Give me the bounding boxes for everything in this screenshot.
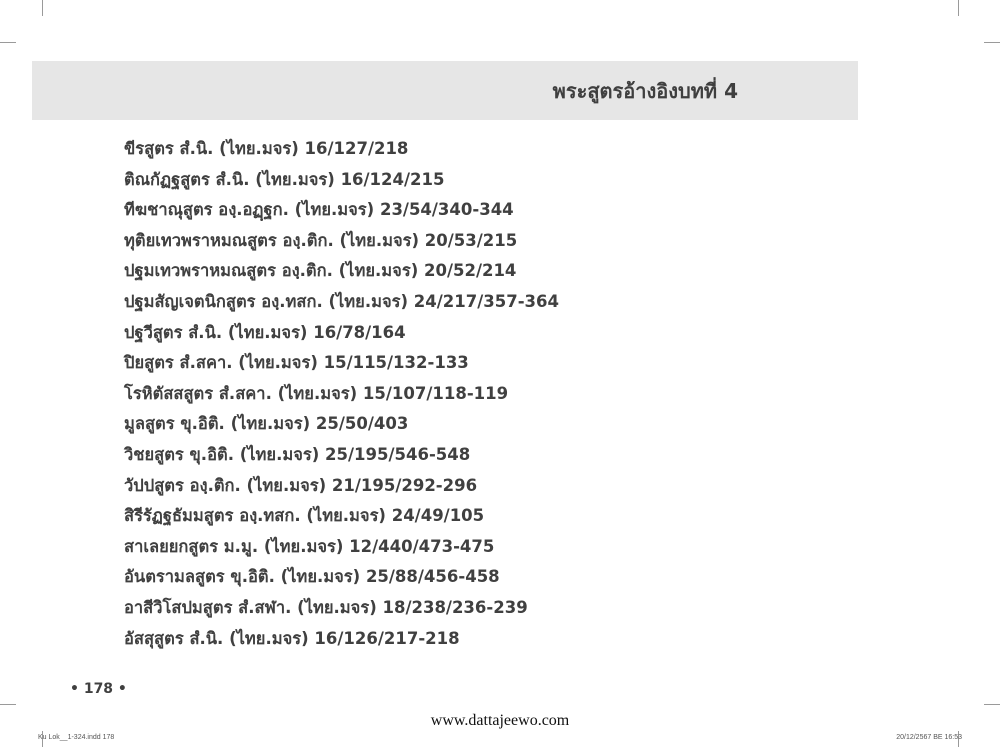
reference-item: วิชยสูตร ขุ.อิติ. (ไทย.มจร) 25/195/546-548 (124, 444, 471, 464)
reference-item: โรหิตัสสสูตร สํ.สคา. (ไทย.มจร) 15/107/118-119 (124, 383, 509, 403)
crop-mark-left-lower (0, 704, 16, 705)
reference-item: สิรีรัฏฐธัมมสูตร องฺ.ทสก. (ไทย.มจร) 24/49/105 (124, 506, 485, 526)
crop-mark-top-right (958, 0, 959, 16)
reference-item: วัปปสูตร องฺ.ติก. (ไทย.มจร) 21/195/292-296 (124, 475, 478, 495)
website-footer: www.dattajeewo.com (430, 712, 570, 729)
reference-item: ติณกัฏฐสูตร สํ.นิ. (ไทย.มจร) 16/124/215 (124, 169, 445, 189)
reference-item: ทีฆชาณุสูตร องฺ.อฏฺฐก. (ไทย.มจร) 23/54/340-344 (124, 200, 514, 220)
reference-item: อันตรามลสูตร ขุ.อิติ. (ไทย.มจร) 25/88/456-458 (124, 567, 500, 587)
crop-mark-top-left (42, 0, 43, 16)
reference-item: ขีรสูตร สํ.นิ. (ไทย.มจร) 16/127/218 (124, 139, 409, 158)
crop-mark-right-lower (984, 704, 1000, 705)
crop-mark-right-upper (984, 42, 1000, 43)
reference-list (124, 136, 559, 656)
reference-item: ปฐมเทวพราหมณสูตร องฺ.ติก. (ไทย.มจร) 20/52/214 (124, 261, 517, 281)
reference-item: ปิยสูตร สํ.สคา. (ไทย.มจร) 15/115/132-133 (124, 353, 469, 373)
reference-item: สาเลยยกสูตร ม.มู. (ไทย.มจร) 12/440/473-475 (124, 536, 495, 556)
page-number: • 178 • (70, 681, 127, 697)
reference-item: ทุติยเทวพราหมณสูตร องฺ.ติก. (ไทย.มจร) 20/53/215 (124, 230, 518, 250)
page-title: พระสูตรอ้างอิงบทที่ 4 (552, 79, 738, 103)
print-slug-timestamp: 20/12/2567 BE 16:53 (896, 734, 962, 741)
reference-item: มูลสูตร ขุ.อิติ. (ไทย.มจร) 25/50/403 (124, 414, 409, 434)
print-slug-filename: Ku Lok__1-324.indd 178 (38, 734, 115, 741)
crop-mark-left-upper (0, 42, 16, 43)
reference-item: ปฐวีสูตร สํ.นิ. (ไทย.มจร) 16/78/164 (124, 322, 406, 342)
reference-item: ปฐมสัญเจตนิกสูตร องฺ.ทสก. (ไทย.มจร) 24/217/357-364 (124, 291, 559, 311)
reference-item: อัสสุสูตร สํ.นิ. (ไทย.มจร) 16/126/217-218 (124, 628, 460, 648)
reference-item: อาสีวิโสปมสูตร สํ.สฬา. (ไทย.มจร) 18/238/236-239 (124, 597, 528, 617)
